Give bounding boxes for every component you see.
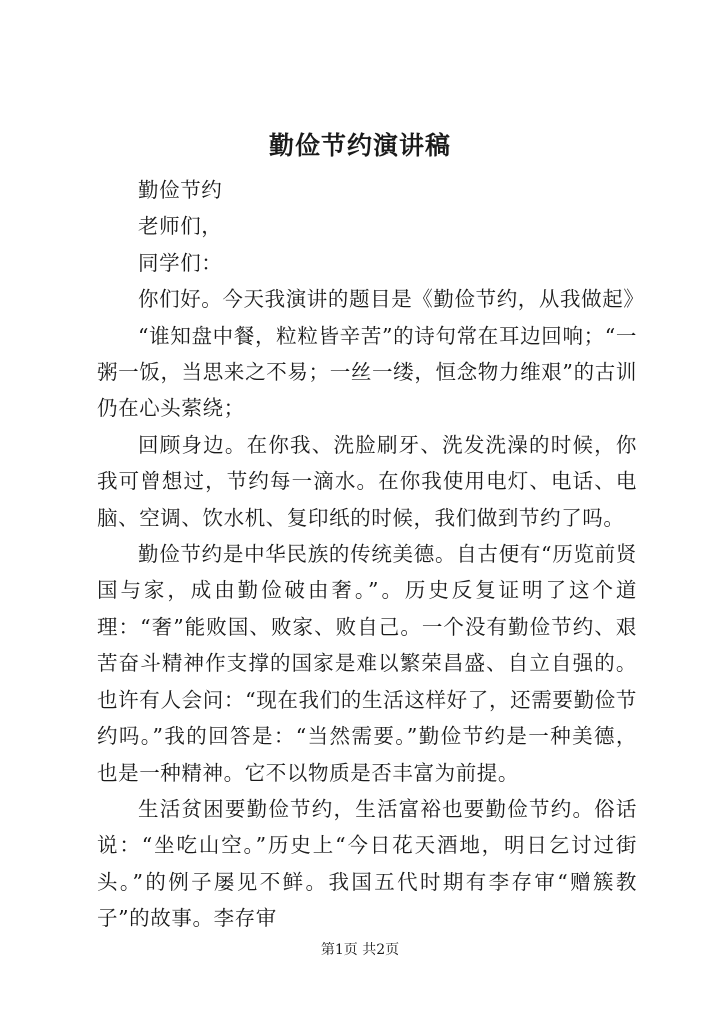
paragraph-salutation-students: 同学们：: [138, 250, 223, 275]
paragraph-virtue: 勤俭节约是中华民族的传统美德。自古便有“历览前贤国与家，成由勤俭破由奢。”。历史反复证明了这个道理：“奢”能败国、败家、败自己。一个没有勤俭节约、艰苦奋斗精神作支撑的国家是难以繁荣昌盛、自立自强的。也许有人会问：“现在我们的生活这样好了，还需要勤俭节约吗。”我的回答是：“当然需要。”勤俭节约是一种美德，也是一种精神。它不以物质是否丰富为前提。: [97, 542, 637, 785]
paragraph-poem: “谁知盘中餐，粒粒皆辛苦”的诗句常在耳边回响；“一粥一饭，当思来之不易；一丝一缕，恒念物力维艰”的古训仍在心头萦绕；: [97, 323, 637, 421]
document-title: 勤俭节约演讲稿: [268, 131, 451, 160]
page-number-footer: 第1页 共2页: [320, 942, 400, 958]
paragraph-history: 生活贫困要勤俭节约，生活富裕也要勤俭节约。俗话说：“坐吃山空。”历史上“今日花天酒地，明日乞讨过街头。”的例子屡见不鲜。我国五代时期有李存审“赠簇教子”的故事。李存审: [97, 796, 637, 931]
paragraph-salutation-teachers: 老师们，: [138, 214, 223, 239]
paragraph-greeting: 你们好。今天我演讲的题目是《勤俭节约，从我做起》: [138, 287, 645, 312]
paragraph-heading: 勤俭节约: [138, 178, 223, 202]
paragraph-reflection: 回顾身边。在你我、洗脸刷牙、洗发洗澡的时候，你我可曾想过，节约每一滴水。在你我使用电灯、电话、电脑、空调、饮水机、复印纸的时候，我们做到节约了吗。: [97, 432, 637, 530]
document-body: [97, 172, 645, 937]
